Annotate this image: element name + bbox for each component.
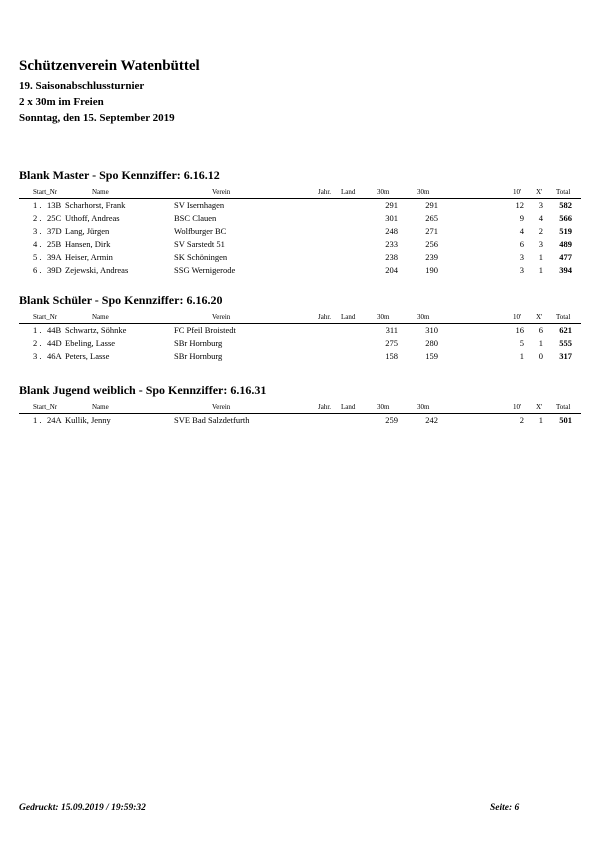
x-count: 3 (538, 239, 543, 249)
total-score: 501 (559, 415, 572, 425)
start-number: 24A (47, 415, 62, 425)
start-number: 44D (47, 338, 62, 348)
table-row (19, 414, 581, 427)
rank: 1 . (33, 200, 42, 210)
club-name: SBr Hornburg (174, 338, 223, 348)
results-section (19, 292, 581, 363)
score-round1: 204 (385, 265, 398, 275)
score-round1: 259 (385, 415, 398, 425)
tens-count: 6 (519, 239, 524, 249)
start-number: 46A (47, 351, 62, 361)
tens-count: 4 (519, 226, 524, 236)
tens-count: 9 (519, 213, 524, 223)
club-name: BSC Clauen (174, 213, 217, 223)
total-score: 477 (559, 252, 572, 262)
col-header-verein: Verein (212, 313, 231, 321)
total-score: 566 (559, 213, 572, 223)
score-round1: 238 (385, 252, 398, 262)
total-score: 317 (559, 351, 572, 361)
athlete-name: Schwartz, Söhnke (65, 325, 127, 335)
score-round1: 248 (385, 226, 398, 236)
col-header-name: Name (92, 313, 109, 321)
rank: 2 . (33, 338, 42, 348)
start-number: 25B (47, 239, 62, 249)
rank: 3 . (33, 226, 42, 236)
x-count: 1 (538, 265, 543, 275)
rank: 5 . (33, 252, 42, 262)
total-score: 555 (559, 338, 572, 348)
col-header-jahrgang: Jahr. (318, 188, 332, 196)
club-name: Wolfburger BC (174, 226, 227, 236)
results-section (19, 382, 581, 427)
col-header-round2: 30m (417, 188, 430, 196)
tens-count: 12 (515, 200, 524, 210)
table-header (19, 186, 581, 199)
athlete-name: Uthoff, Andreas (65, 213, 120, 223)
score-round2: 310 (425, 325, 438, 335)
table-row (19, 225, 581, 238)
section-title: Blank Jugend weiblich - Spo Kennziffer: 6.16.31 (19, 383, 267, 397)
col-header-round2: 30m (417, 313, 430, 321)
x-count: 4 (538, 213, 543, 223)
table-row (19, 264, 581, 277)
col-header-round1: 30m (377, 403, 390, 411)
tournament-title: 19. Saisonabschlussturnier (19, 80, 145, 92)
score-round1: 291 (385, 200, 398, 210)
athlete-name: Scharhorst, Frank (65, 200, 126, 210)
score-round1: 311 (385, 325, 398, 335)
club-name: SK Schöningen (174, 252, 228, 262)
col-header-total: Total (556, 403, 571, 411)
results-section (19, 167, 581, 277)
event-date: Sonntag, den 15. September 2019 (19, 112, 175, 124)
table-row (19, 199, 581, 212)
start-number: 39A (47, 252, 62, 262)
col-header-name: Name (92, 188, 109, 196)
tens-count: 2 (519, 415, 524, 425)
table-row (19, 238, 581, 251)
score-round2: 271 (425, 226, 438, 236)
tens-count: 3 (519, 265, 524, 275)
score-round1: 233 (385, 239, 398, 249)
score-round2: 265 (425, 213, 438, 223)
club-name: FC Pfeil Broistedt (174, 325, 236, 335)
col-header-start-nr: Start_Nr (33, 313, 58, 321)
x-count: 6 (538, 325, 543, 335)
total-score: 621 (559, 325, 572, 335)
start-number: 37D (47, 226, 62, 236)
table-row (19, 251, 581, 264)
total-score: 582 (559, 200, 572, 210)
score-round2: 291 (425, 200, 438, 210)
col-header-x: X' (536, 403, 543, 411)
score-round2: 256 (425, 239, 438, 249)
x-count: 1 (538, 252, 543, 262)
score-round2: 159 (425, 351, 438, 361)
athlete-name: Peters, Lasse (65, 351, 110, 361)
total-score: 394 (559, 265, 572, 275)
athlete-name: Lang, Jürgen (65, 226, 110, 236)
rank: 1 . (33, 325, 42, 335)
col-header-land: Land (341, 188, 356, 196)
athlete-name: Ebeling, Lasse (65, 338, 116, 348)
start-number: 44B (47, 325, 62, 335)
total-score: 489 (559, 239, 572, 249)
col-header-tens: 10' (513, 313, 522, 321)
table-row (19, 337, 581, 350)
printed-timestamp: Gedruckt: 15.09.2019 / 19:59:32 (19, 803, 146, 813)
rank: 3 . (33, 351, 42, 361)
tens-count: 3 (519, 252, 524, 262)
tens-count: 5 (519, 338, 524, 348)
club-name: SV Isernhagen (174, 200, 225, 210)
col-header-land: Land (341, 403, 356, 411)
score-round2: 239 (425, 252, 438, 262)
col-header-jahrgang: Jahr. (318, 403, 332, 411)
x-count: 1 (538, 338, 543, 348)
discipline-subtitle: 2 x 30m im Freien (19, 96, 104, 108)
col-header-round1: 30m (377, 313, 390, 321)
athlete-name: Kullik, Jenny (65, 415, 111, 425)
col-header-x: X' (536, 313, 543, 321)
score-round2: 280 (425, 338, 438, 348)
col-header-start-nr: Start_Nr (33, 403, 58, 411)
section-title: Blank Master - Spo Kennziffer: 6.16.12 (19, 168, 220, 182)
tens-count: 16 (515, 325, 524, 335)
col-header-verein: Verein (212, 403, 231, 411)
col-header-tens: 10' (513, 403, 522, 411)
x-count: 0 (538, 351, 543, 361)
x-count: 1 (538, 415, 543, 425)
table-row (19, 212, 581, 225)
rank: 1 . (33, 415, 42, 425)
tens-count: 1 (519, 351, 524, 361)
page-number: Seite: 6 (490, 803, 520, 813)
table-row (19, 350, 581, 363)
score-round1: 275 (385, 338, 398, 348)
col-header-name: Name (92, 403, 109, 411)
start-number: 13B (47, 200, 62, 210)
club-name: SVE Bad Salzdetfurth (174, 415, 250, 425)
col-header-tens: 10' (513, 188, 522, 196)
table-header (19, 401, 581, 414)
club-name: SV Sarstedt 51 (174, 239, 225, 249)
col-header-jahrgang: Jahr. (318, 313, 332, 321)
x-count: 2 (538, 226, 543, 236)
club-name: SSG Wernigerode (174, 265, 236, 275)
col-header-x: X' (536, 188, 543, 196)
rank: 2 . (33, 213, 42, 223)
col-header-total: Total (556, 313, 571, 321)
table-row (19, 324, 581, 337)
col-header-verein: Verein (212, 188, 231, 196)
col-header-round1: 30m (377, 188, 390, 196)
club-name: SBr Hornburg (174, 351, 223, 361)
start-number: 39D (47, 265, 62, 275)
x-count: 3 (538, 200, 543, 210)
athlete-name: Heiser, Armin (65, 252, 113, 262)
start-number: 25C (47, 213, 62, 223)
club-title: Schützenverein Watenbüttel (19, 58, 200, 74)
score-round1: 158 (385, 351, 398, 361)
section-title: Blank Schüler - Spo Kennziffer: 6.16.20 (19, 293, 223, 307)
athlete-name: Hansen, Dirk (65, 239, 111, 249)
athlete-name: Zejewski, Andreas (65, 265, 129, 275)
rank: 6 . (33, 265, 42, 275)
rank: 4 . (33, 239, 42, 249)
col-header-land: Land (341, 313, 356, 321)
score-round2: 190 (425, 265, 438, 275)
score-round1: 301 (385, 213, 398, 223)
table-header (19, 311, 581, 324)
score-round2: 242 (425, 415, 438, 425)
col-header-total: Total (556, 188, 571, 196)
col-header-round2: 30m (417, 403, 430, 411)
total-score: 519 (559, 226, 572, 236)
col-header-start-nr: Start_Nr (33, 188, 58, 196)
